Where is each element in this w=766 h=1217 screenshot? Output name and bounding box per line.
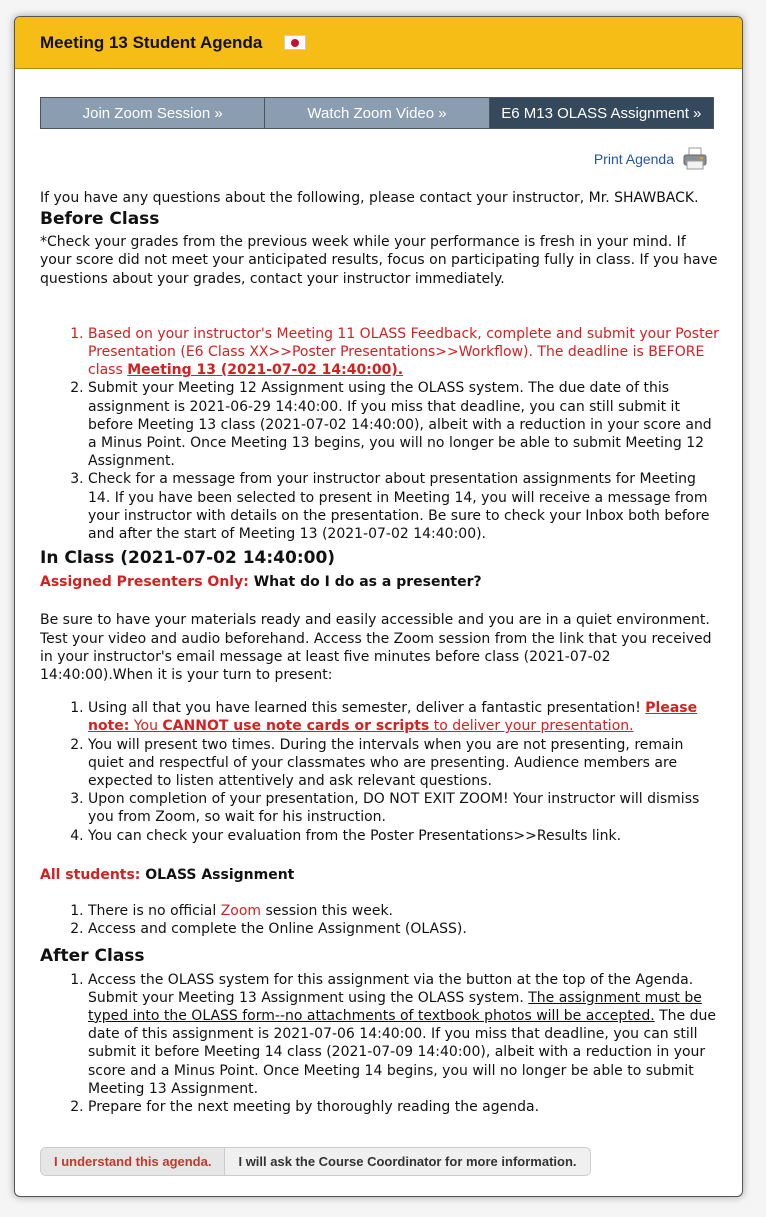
intro-text: If you have any questions about the following, please contact your instructor, Mr. SHAWBACK. [40,190,699,206]
japan-flag-icon [284,35,306,50]
list-item [88,325,720,380]
presenters-question: What do I do as a presenter? [248,574,482,591]
zoom-word: Zoom [220,903,262,920]
watch-zoom-video-button[interactable]: Watch Zoom Video » [265,98,489,128]
all-students-label: All students: [40,866,141,883]
join-zoom-button[interactable]: Join Zoom Session » [41,98,265,128]
item-underlined: The assignment must be typed into the OLASS form--no attachments of textbook photos will be accepted. [88,989,702,1024]
list-item: 2. Prepare for the next meeting by thoroughly reading the agenda. [88,1098,720,1116]
olass-assignment-button[interactable]: E6 M13 OLASS Assignment » [490,98,713,128]
before-class-list [40,325,720,543]
acknowledge-bar [40,1147,591,1176]
grades-note: *Check your grades from the previous week while your performance is fresh in your mind. If your score did not meet your anticipated results, focus on participating fully in class. If you have questions about your grades, contact your instructor immediately. [40,234,718,287]
agenda-window [14,16,743,1197]
item-text: Based on your instructor's Meeting 11 OLASS Feedback, complete and submit your Poster Presentation (E6 Class XX>>Poster Presentations>>Workflow). The deadline is BEFORE class [88,325,719,379]
print-agenda[interactable] [594,147,708,171]
presenters-label: Assigned Presenters Only: [40,574,249,591]
list-item: 4. You can check your evaluation from the Poster Presentations>>Results link. [88,827,720,845]
please-note: Please note: [88,700,698,735]
list-item: 3. Upon completion of your presentation, DO NOT EXIT ZOOM! Your instructor will dismiss you from Zoom, so wait for his instruction. [88,790,720,826]
presenter-instructions: Be sure to have your materials ready and easily accessible and you are in a quiet environment. Test your video and audio beforehand. Access the Zoom session from the link that you received in your instructor's email message at least five minutes before class (2021-07-02 14:40:00).When it is your turn to present: [40,612,712,684]
list-item: 2. Access and complete the Online Assignment (OLASS). [88,920,720,938]
note-text: You [129,718,163,735]
all-students-subheading [40,866,720,884]
presenter-list [40,699,720,845]
presenters-subheading [40,573,720,591]
printer-icon[interactable] [682,147,708,171]
list-item [88,699,720,735]
note-text: to deliver your presentation. [429,718,634,735]
item-text: The due date of this assignment is 2021-07-06 14:40:00. If you miss that deadline, you can still submit it before Meeting 14 class (2021-07-09 14:40:00), albeit with a reduction in your score and a Minus Point. Once Meeting 14 begins, you will no longer be able to submit Meeting 13 Assignment. [88,1007,716,1097]
item-text: Access the OLASS system for this assignment via the button at the top of the Agenda. Submit your Meeting 13 Assignment using the OLASS system. [88,971,694,1006]
item-text: Using all that you have learned this semester, deliver a fantastic presentation! [88,700,646,717]
list-item [88,902,720,920]
in-class-heading: In Class (2021-07-02 14:40:00) [40,548,336,569]
list-item [88,971,720,1098]
page-title: Meeting 13 Student Agenda [40,32,263,52]
action-button-bar [40,97,714,129]
list-item: 3. Check for a message from your instructor about presentation assignments for Meeting 14. If you have been selected to present in Meeting 14, you will receive a message from your instructor with details on the presentation. Be sure to check your Inbox both before and after the start of Meeting 13 (2021-07-02 14:40:00). [88,470,720,543]
item-text: session this week. [261,903,394,920]
list-item: 2. You will present two times. During the intervals when you are not presenting, remain quiet and respectful of your classmates who are presenting. Audience members are expected to listen attentively and ask relevant questions. [88,736,720,791]
understand-button[interactable]: I understand this agenda. [41,1148,225,1175]
all-students-list [40,902,720,938]
print-agenda-link[interactable]: Print Agenda [593,151,674,167]
after-class-heading: After Class [40,945,145,966]
list-item: 2. Submit your Meeting 12 Assignment using the OLASS system. The due date of this assignment is 2021-06-29 14:40:00. If you miss that deadline, you can still submit it before Meeting 13 class (2021-07-02 14:40:00), albeit with a reduction in your score and a Minus Point. Once Meeting 13 begins, you will no longer be able to submit Meeting 12 Assignment. [88,379,720,470]
after-class-list [40,971,720,1117]
before-class-heading: Before Class [40,209,160,230]
note-emphasis: CANNOT use note cards or scripts [162,718,430,735]
agenda-content [40,189,720,1116]
all-students-title: OLASS Assignment [140,866,295,883]
meeting-13-link[interactable]: Meeting 13 (2021-07-02 14:40:00). [127,362,404,379]
ask-coordinator-button[interactable]: I will ask the Course Coordinator for more information. [225,1148,589,1175]
agenda-header [15,17,742,69]
item-text: There is no official [88,903,221,920]
